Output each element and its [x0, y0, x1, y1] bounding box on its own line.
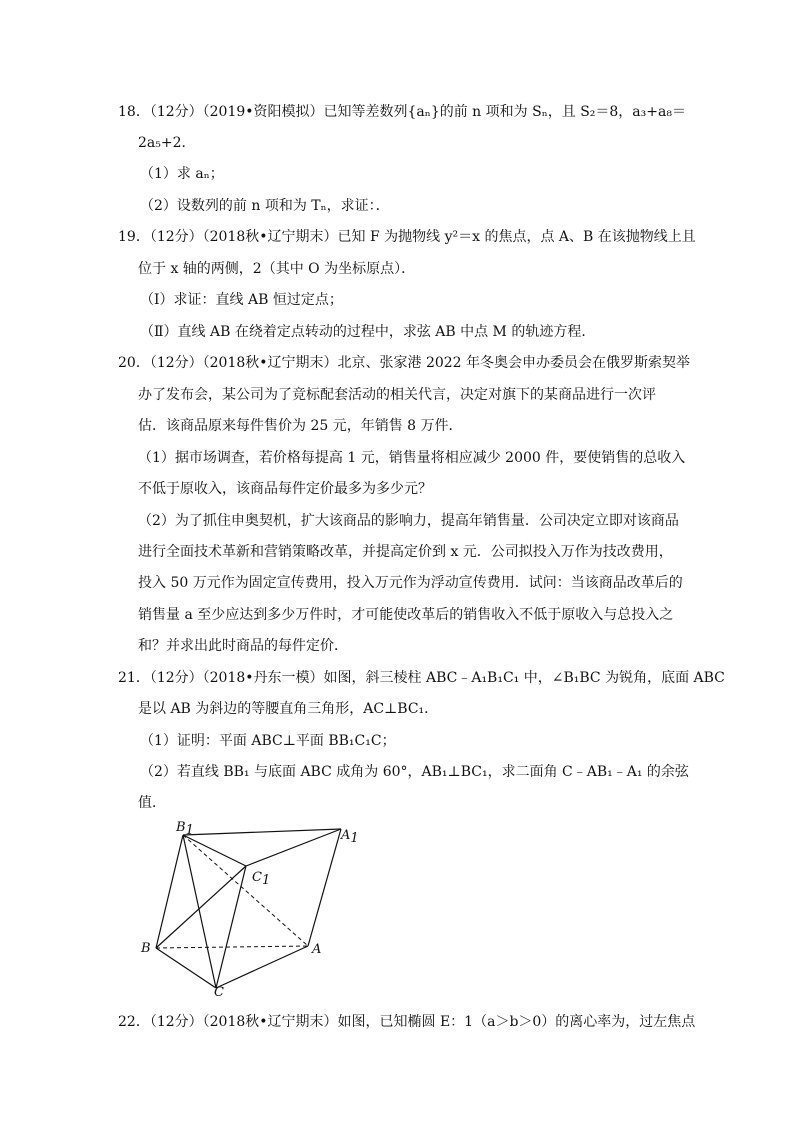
edge-c-a	[216, 946, 308, 988]
label-a: A	[312, 942, 322, 957]
edge-b1-b	[156, 835, 183, 948]
edge-a1-a	[308, 829, 341, 946]
edge-c1-c	[216, 866, 246, 988]
edge-b1-c1	[183, 835, 246, 866]
edge-c1-a1	[246, 829, 341, 866]
q21-line1: 21．（12分）（2018•丹东一模）如图，斜三棱柱 ABC﹣A₁B₁C₁ 中，∠B₁BC 为锐角，底面 ABC	[118, 670, 725, 686]
q21-part1: （1）证明：平面 ABC⊥平面 BB₁C₁C；	[140, 733, 396, 749]
label-b1: B1	[176, 820, 194, 838]
q20-part2-line5: 和？并求出此时商品的每件定价．	[138, 638, 348, 654]
q20-part1-line1: （1）据市场调查，若价格每提高 1 元，销售量将相应减少 2000 件，要使销售的总收入	[138, 450, 686, 466]
q20-part2-line2: 进行全面技术革新和营销策略改革，并提高定价到 x 元．公司拟投入万作为技改费用，	[138, 544, 673, 560]
edge-b1-c	[183, 835, 216, 988]
q19-line1: 19．（12分）（2018秋•辽宁期末）已知 F 为抛物线 y²＝x 的焦点，点 A、B 在该抛物线上且	[118, 229, 696, 245]
q19-part1: （Ⅰ）求证：直线 AB 恒过定点；	[140, 292, 343, 308]
q19-line2: 位于 x 轴的两侧，2（其中 O 为坐标原点）．	[138, 261, 416, 277]
q20-part2-line3: 投入 50 万元作为固定宣传费用，投入万元作为浮动宣传费用．试问：当该商品改革后的	[138, 575, 683, 591]
q20-line1: 20．（12分）（2018秋•辽宁期末）北京、张家港 2022 年冬奥会申办委员会在俄罗斯索契举	[118, 355, 691, 371]
edge-b-a-hidden	[156, 946, 308, 948]
q18-line2: 2a₅+2．	[138, 135, 196, 151]
q21-part2-line2: 值．	[138, 795, 166, 811]
q20-line2: 办了发布会，某公司为了竞标配套活动的相关代言，决定对旗下的某商品进行一次评	[138, 387, 656, 403]
q20-part2-line1: （2）为了抓住申奥契机，扩大该商品的影响力，提高年销售量．公司决定立即对该商品	[138, 513, 679, 529]
q18-part1: （1）求 aₙ；	[140, 166, 224, 182]
prism-figure	[138, 818, 368, 998]
edge-b1-a-hidden	[183, 835, 308, 946]
edge-b1-a1	[183, 829, 341, 835]
q21-line2: 是以 AB 为斜边的等腰直角三角形，AC⊥BC₁．	[138, 701, 439, 717]
edge-b-c	[156, 948, 216, 988]
label-b: B	[141, 941, 151, 956]
q18-line1: 18．（12分）（2019•资阳模拟）已知等差数列{aₙ}的前 n 项和为 Sₙ，且 S₂＝8，a₃+a₈＝	[118, 104, 686, 120]
label-a1: A1	[341, 828, 359, 846]
label-c: C	[214, 985, 224, 998]
q20-line3: 估．该商品原来每件售价为 25 元，年销售 8 万件．	[138, 418, 463, 434]
label-c1: C1	[252, 870, 271, 888]
q20-part1-line2: 不低于原收入，该商品每件定价最多为多少元？	[138, 481, 432, 497]
q20-part2-line4: 销售量 a 至少应达到多少万件时，才可能使改革后的销售收入不低于原收入与总投入之	[138, 607, 674, 623]
q21-part2-line1: （2）若直线 BB₁ 与底面 ABC 成角为 60°，AB₁⊥BC₁，求二面角 C﹣AB₁﹣A₁ 的余弦	[140, 764, 689, 780]
q22-line1: 22．（12分）（2018秋•辽宁期末）如图，已知椭圆 E：1（a＞b＞0）的离心率为，过左焦点	[118, 1014, 696, 1030]
q18-part2: （2）设数列的前 n 项和为 Tₙ，求证：．	[140, 198, 390, 214]
q19-part2: （Ⅱ）直线 AB 在绕着定点转动的过程中，求弦 AB 中点 M 的轨迹方程．	[140, 324, 596, 340]
